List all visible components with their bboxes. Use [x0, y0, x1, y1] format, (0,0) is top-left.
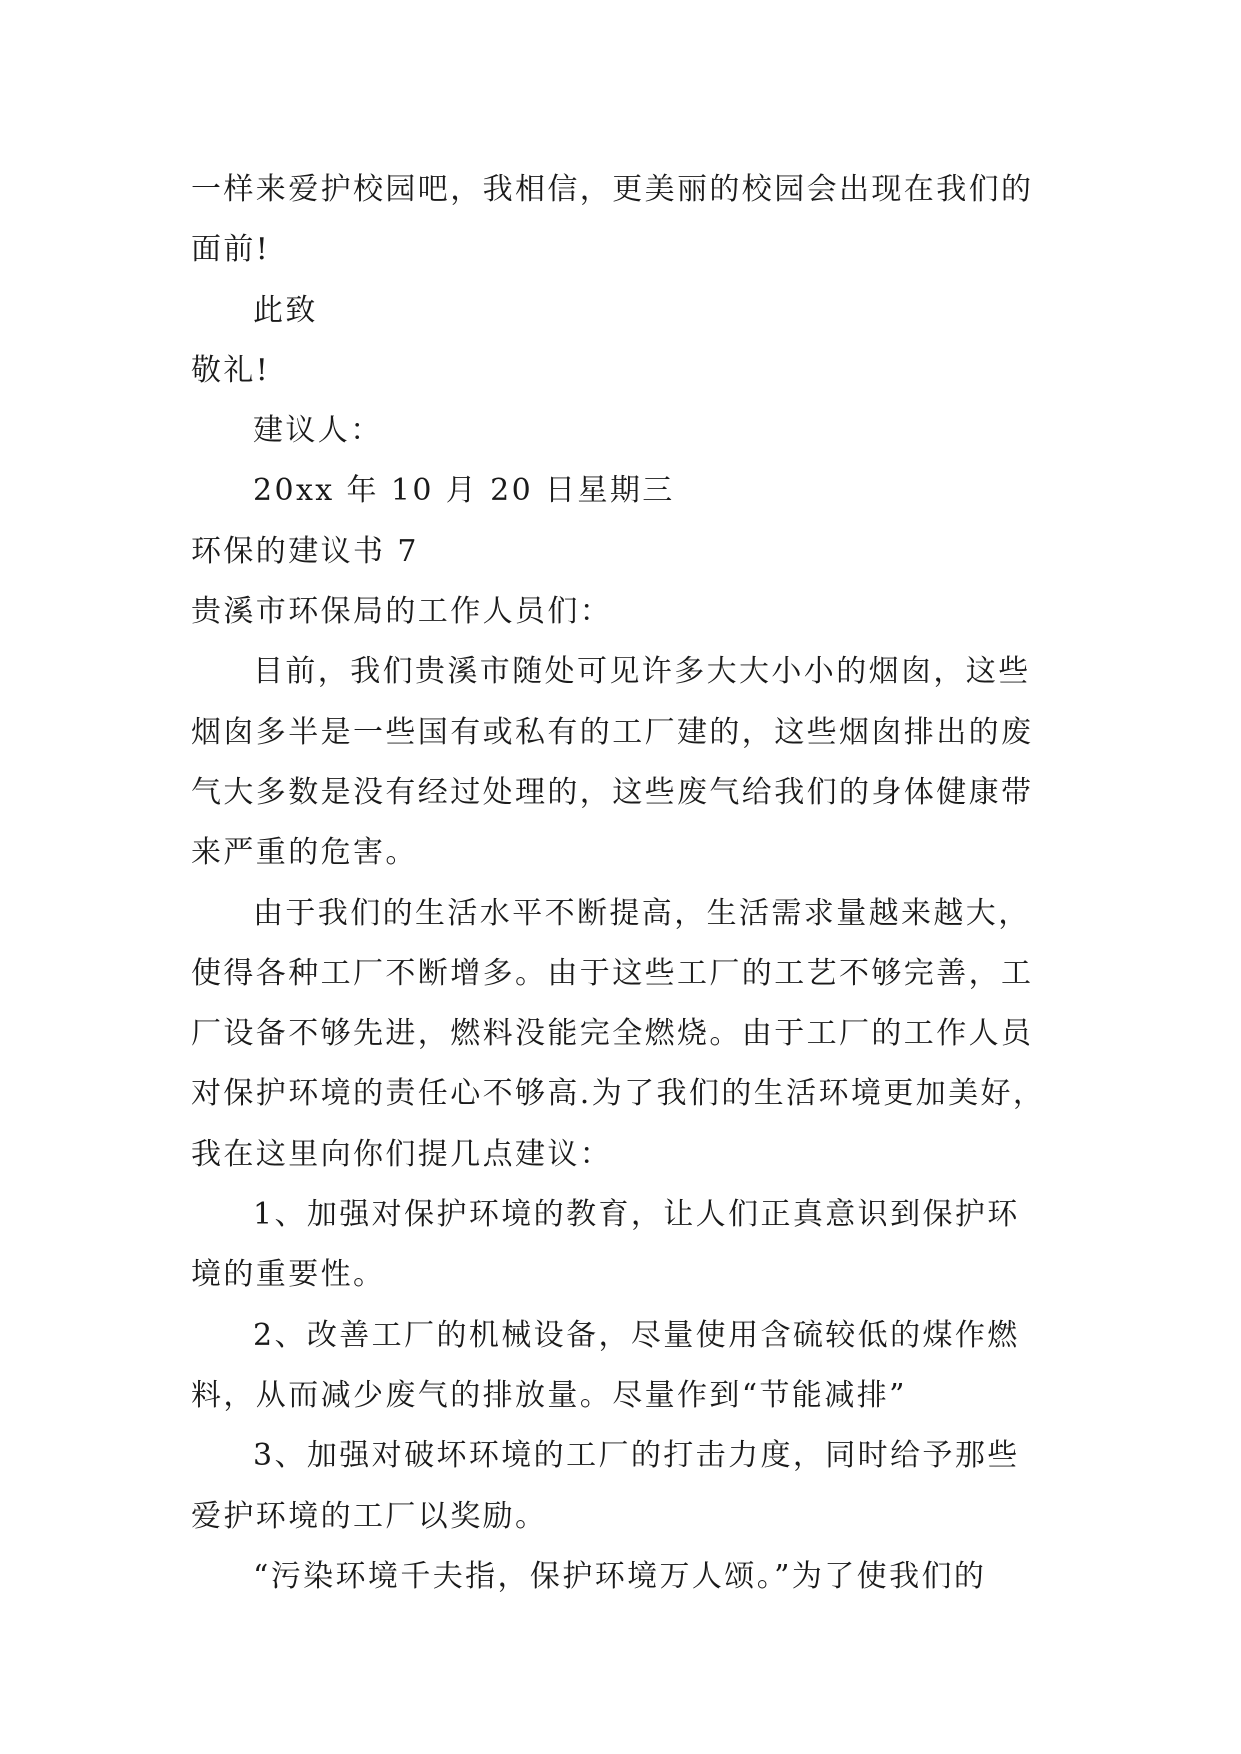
paragraph-line: 烟囱多半是一些国有或私有的工厂建的，这些烟囱排出的废	[191, 714, 1034, 750]
suggestion-item-continuation: 爱护环境的工厂以奖励。	[191, 1498, 548, 1534]
paragraph-line: 气大多数是没有经过处理的，这些废气给我们的身体健康带	[191, 774, 1034, 810]
suggestion-item-continuation: 料，从而减少废气的排放量。尽量作到“节能减排”	[191, 1377, 907, 1413]
recipient-line: 贵溪市环保局的工作人员们：	[191, 594, 613, 630]
suggestion-item: 3、加强对破坏环境的工厂的打击力度，同时给予那些	[253, 1438, 1020, 1474]
signature-label: 建议人：	[253, 413, 383, 449]
suggestion-item-continuation: 境的重要性。	[191, 1257, 386, 1293]
section-title: 环保的建议书 7	[191, 533, 419, 569]
document-body	[191, 160, 1051, 1607]
text-line: 面前!	[191, 232, 271, 268]
paragraph-line: “污染环境千夫指，保护环境万人颂。”为了使我们的	[253, 1558, 987, 1594]
paragraph-line: 厂设备不够先进，燃料没能完全燃烧。由于工厂的工作人员	[191, 1016, 1034, 1052]
closing-respect: 敬礼!	[191, 352, 271, 388]
suggestion-item: 2、改善工厂的机械设备，尽量使用含硫较低的煤作燃	[253, 1317, 1020, 1353]
paragraph-line: 对保护环境的责任心不够高.为了我们的生活环境更加美好，	[191, 1076, 1046, 1112]
suggestion-item: 1、加强对保护环境的教育，让人们正真意识到保护环	[253, 1197, 1020, 1233]
text-line: 一样来爱护校园吧，我相信，更美丽的校园会出现在我们的	[191, 172, 1034, 207]
letter-date: 20xx 年 10 月 20 日星期三	[253, 473, 675, 509]
closing-salutation: 此致	[253, 292, 318, 328]
paragraph-line: 来严重的危害。	[191, 835, 418, 871]
paragraph-line: 由于我们的生活水平不断提高，生活需求量越来越大，	[253, 895, 1031, 931]
paragraph-line: 我在这里向你们提几点建议：	[191, 1136, 613, 1172]
paragraph-line: 目前，我们贵溪市随处可见许多大大小小的烟囱，这些	[253, 654, 1031, 690]
paragraph-line: 使得各种工厂不断增多。由于这些工厂的工艺不够完善，工	[191, 955, 1034, 991]
